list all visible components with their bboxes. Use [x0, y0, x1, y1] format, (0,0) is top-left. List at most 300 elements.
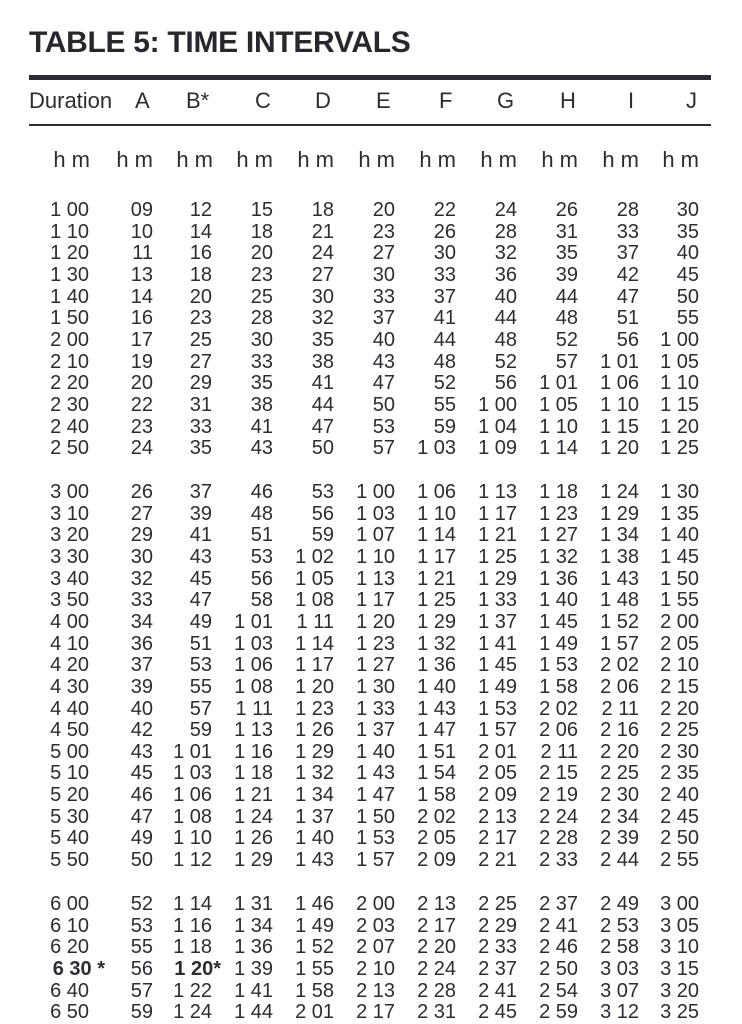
interval-cell: 1 15	[660, 393, 699, 416]
interval-cell: 57	[372, 437, 395, 460]
interval-cell: 3 07	[600, 979, 639, 1002]
interval-cell: 31	[189, 393, 212, 416]
interval-cell: 48	[433, 350, 456, 373]
interval-cell: 42	[130, 719, 153, 742]
interval-cell: 35	[311, 328, 334, 351]
interval-cell: 30	[250, 328, 273, 351]
interval-cell: 1 41	[478, 632, 517, 655]
duration-cell: 5 20	[50, 784, 89, 807]
interval-cell: 1 47	[417, 719, 456, 742]
interval-cell: 1 23	[356, 632, 395, 655]
interval-cell: 53	[311, 481, 334, 503]
interval-cell: 1 48	[600, 589, 639, 612]
interval-cell: 1 30	[660, 481, 699, 503]
interval-cell: 2 00	[660, 610, 699, 633]
interval-cell: 50	[676, 285, 699, 308]
interval-cell: 51	[189, 632, 212, 655]
interval-cell: 2 41	[539, 914, 578, 937]
unit-label: h m	[480, 147, 517, 172]
interval-cell: 2 30	[600, 784, 639, 807]
duration-cell: 2 30	[50, 393, 89, 416]
interval-cell: 2 13	[356, 979, 395, 1002]
duration-cell: 4 20	[50, 654, 89, 677]
interval-cell: 2 46	[539, 936, 578, 959]
interval-cell: 1 45	[478, 654, 517, 677]
interval-cell: 1 57	[478, 719, 517, 742]
interval-cell: 1 55	[660, 589, 699, 612]
interval-cell: 1 25	[660, 437, 699, 460]
interval-cell: 34	[130, 610, 153, 633]
interval-cell: 1 47	[356, 784, 395, 807]
interval-cell: 28	[616, 199, 639, 221]
interval-cell: 2 37	[478, 957, 517, 980]
interval-cell: 30	[372, 263, 395, 286]
interval-cell: 56	[616, 328, 639, 351]
interval-cell: 30	[130, 545, 153, 568]
duration-cell: 1 00	[50, 199, 89, 221]
interval-cell: 1 29	[600, 502, 639, 525]
interval-cell: 2 29	[478, 914, 517, 937]
interval-cell: 2 16	[600, 719, 639, 742]
duration-cell: 3 50	[50, 589, 89, 612]
interval-cell: 1 03	[173, 762, 212, 785]
interval-cell: 1 14	[173, 893, 212, 915]
page-title: TABLE 5: TIME INTERVALS	[29, 26, 411, 59]
interval-cell: 23	[189, 307, 212, 330]
unit-label: h m	[662, 147, 699, 172]
interval-cell: 1 53	[478, 697, 517, 720]
interval-cell: 1 29	[417, 610, 456, 633]
interval-cell: 52	[555, 328, 578, 351]
interval-cell: 25	[250, 285, 273, 308]
interval-cell: 45	[189, 567, 212, 590]
interval-cell: 1 36	[234, 936, 273, 959]
interval-cell: 2 13	[478, 805, 517, 828]
interval-cell: 1 39	[234, 957, 273, 980]
duration-cell: 5 50	[50, 849, 89, 872]
interval-cell: 1 17	[295, 654, 334, 677]
interval-cell: 23	[250, 263, 273, 286]
interval-cell: 1 14	[295, 632, 334, 655]
interval-cell: 1 00	[478, 393, 517, 416]
interval-cell: 3 05	[660, 914, 699, 937]
interval-cell: 53	[250, 545, 273, 568]
interval-cell: 20	[130, 372, 153, 395]
unit-label: h m	[116, 147, 153, 172]
interval-cell: 1 11	[235, 697, 273, 720]
interval-cell: 30	[433, 242, 456, 265]
duration-cell: 5 00	[50, 740, 89, 763]
interval-cell: 28	[494, 220, 517, 243]
interval-cell: 2 24	[539, 805, 578, 828]
interval-cell: 2 50	[660, 827, 699, 850]
interval-cell: 2 02	[417, 805, 456, 828]
interval-cell: 59	[433, 415, 456, 438]
duration-cell: 2 00	[50, 328, 89, 351]
interval-cell: 55	[433, 393, 456, 416]
interval-cell: 2 24	[417, 957, 456, 980]
interval-cell: 1 10	[660, 372, 699, 395]
column-header-j: J	[686, 88, 697, 113]
interval-cell: 14	[189, 220, 212, 243]
interval-cell: 37	[372, 307, 395, 330]
interval-cell: 41	[433, 307, 456, 330]
interval-cell: 2 20	[600, 740, 639, 763]
interval-cell: 1 24	[173, 1001, 212, 1024]
interval-cell: 2 50	[539, 957, 578, 980]
interval-cell: 1 14	[417, 524, 456, 547]
interval-cell: 50	[311, 437, 334, 460]
interval-cell: 30	[311, 285, 334, 308]
duration-cell: 6 50	[50, 1001, 89, 1024]
interval-cell: 1 16	[234, 740, 273, 763]
interval-cell: 1 16	[173, 914, 212, 937]
interval-cell: 17	[130, 328, 153, 351]
interval-cell: 1 17	[356, 589, 395, 612]
interval-cell: 2 19	[539, 784, 578, 807]
interval-cell: 26	[555, 199, 578, 221]
interval-cell: 51	[250, 524, 273, 547]
interval-cell: 47	[189, 589, 212, 612]
interval-cell: 2 21	[478, 849, 517, 872]
interval-cell: 57	[555, 350, 578, 373]
interval-cell: 1 31	[234, 893, 273, 915]
interval-cell: 2 25	[660, 719, 699, 742]
interval-cell: 30	[676, 199, 699, 221]
interval-cell: 3 20	[660, 979, 699, 1002]
interval-cell: 48	[555, 307, 578, 330]
interval-cell: 1 33	[356, 697, 395, 720]
interval-cell: 1 58	[417, 784, 456, 807]
interval-cell: 40	[372, 328, 395, 351]
duration-cell: 5 10	[50, 762, 89, 785]
column-header-c: C	[255, 88, 271, 113]
interval-cell: 43	[372, 350, 395, 373]
interval-cell: 1 01	[539, 372, 578, 395]
column-header-b: B*	[186, 88, 210, 113]
interval-cell: 1 53	[539, 654, 578, 677]
interval-cell: 1 21	[417, 567, 456, 590]
interval-cell: 2 17	[478, 827, 517, 850]
interval-cell: 1 24	[600, 481, 639, 503]
interval-cell: 1 37	[356, 719, 395, 742]
interval-cell: 1 01	[173, 740, 212, 763]
interval-cell: 1 18	[173, 936, 212, 959]
interval-cell: 2 20	[417, 936, 456, 959]
interval-cell: 38	[250, 393, 273, 416]
interval-cell: 1 34	[234, 914, 273, 937]
interval-cell: 2 28	[417, 979, 456, 1002]
duration-cell: 6 20	[50, 936, 89, 959]
duration-cell: 1 40	[50, 285, 89, 308]
interval-cell: 37	[130, 654, 153, 677]
unit-label: h m	[176, 147, 213, 172]
duration-cell: 2 40	[50, 415, 89, 438]
interval-cell: 1 25	[417, 589, 456, 612]
interval-cell: 2 02	[539, 697, 578, 720]
interval-cell: 3 15	[660, 957, 699, 980]
interval-cell: 37	[433, 285, 456, 308]
interval-cell: 2 33	[478, 936, 517, 959]
duration-cell: 6 40	[50, 979, 89, 1002]
interval-cell: 51	[616, 307, 639, 330]
interval-cell: 36	[494, 263, 517, 286]
interval-cell: 33	[130, 589, 153, 612]
interval-cell: 1 21	[478, 524, 517, 547]
interval-cell: 1 37	[478, 610, 517, 633]
interval-cell: 2 05	[478, 762, 517, 785]
interval-cell: 56	[250, 567, 273, 590]
interval-cell: 1 18	[234, 762, 273, 785]
interval-cell: 1 03	[417, 437, 456, 460]
interval-cell: 1 17	[478, 502, 517, 525]
interval-cell: 1 10	[173, 827, 212, 850]
duration-cell: 4 30	[50, 675, 89, 698]
interval-cell: 1 58	[539, 675, 578, 698]
interval-cell: 2 03	[356, 914, 395, 937]
interval-cell: 2 17	[356, 1001, 395, 1024]
interval-cell: 1 03	[234, 632, 273, 655]
interval-cell: 50	[372, 393, 395, 416]
interval-cell: 33	[616, 220, 639, 243]
interval-cell: 53	[189, 654, 212, 677]
interval-cell: 45	[130, 762, 153, 785]
interval-cell: 31	[555, 220, 578, 243]
interval-cell: 23	[130, 415, 153, 438]
interval-cell: 2 45	[660, 805, 699, 828]
interval-cell: 13	[130, 263, 153, 286]
interval-cell: 56	[494, 372, 517, 395]
interval-cell: 2 05	[660, 632, 699, 655]
interval-cell: 22	[433, 199, 456, 221]
interval-cell: 1 38	[600, 545, 639, 568]
unit-label: h m	[419, 147, 456, 172]
interval-cell: 1 13	[478, 481, 517, 503]
interval-cell: 2 53	[600, 914, 639, 937]
interval-cell: 40	[676, 242, 699, 265]
interval-cell: 1 05	[660, 350, 699, 373]
interval-cell: 1 15	[600, 415, 639, 438]
interval-cell: 2 40	[660, 784, 699, 807]
interval-cell: 43	[250, 437, 273, 460]
interval-cell: 1 40	[660, 524, 699, 547]
interval-cell: 2 13	[417, 893, 456, 915]
unit-label: h m	[53, 147, 90, 172]
interval-cell: 1 43	[356, 762, 395, 785]
interval-cell: 43	[189, 545, 212, 568]
interval-cell: 43	[130, 740, 153, 763]
interval-cell: 2 58	[600, 936, 639, 959]
interval-cell: 2 44	[600, 849, 639, 872]
duration-cell: 4 50	[50, 719, 89, 742]
interval-cell: 50	[130, 849, 153, 872]
header-bottom-rule	[29, 124, 711, 126]
interval-cell: 58	[250, 589, 273, 612]
interval-cell: 1 55	[295, 957, 334, 980]
interval-cell: 2 11	[601, 697, 639, 720]
interval-cell: 32	[311, 307, 334, 330]
interval-cell: 55	[130, 936, 153, 959]
interval-cell: 1 26	[295, 719, 334, 742]
interval-cell: 1 57	[356, 849, 395, 872]
interval-cell: 1 00	[356, 481, 395, 503]
interval-cell: 2 00	[356, 893, 395, 915]
interval-cell: 38	[311, 350, 334, 373]
duration-cell: 3 30	[50, 545, 89, 568]
duration-cell: 4 10	[50, 632, 89, 655]
interval-cell: 39	[189, 502, 212, 525]
interval-cell: 1 43	[295, 849, 334, 872]
interval-cell: 20	[372, 199, 395, 221]
interval-cell: 41	[189, 524, 212, 547]
interval-cell: 35	[189, 437, 212, 460]
interval-cell: 2 34	[600, 805, 639, 828]
interval-cell: 25	[189, 328, 212, 351]
interval-cell: 1 20	[600, 437, 639, 460]
interval-cell: 1 10	[600, 393, 639, 416]
interval-cell: 20	[250, 242, 273, 265]
interval-cell: 45	[676, 263, 699, 286]
interval-cell: 1 27	[356, 654, 395, 677]
interval-cell: 2 01	[478, 740, 517, 763]
interval-cell: 1 29	[234, 849, 273, 872]
interval-cell: 20	[189, 285, 212, 308]
interval-cell: 1 49	[295, 914, 334, 937]
interval-cell: 46	[250, 481, 273, 503]
duration-cell: 3 20	[50, 524, 89, 547]
interval-cell: 1 08	[234, 675, 273, 698]
interval-cell: 15	[250, 199, 273, 221]
interval-cell: 40	[494, 285, 517, 308]
interval-cell: 52	[494, 350, 517, 373]
interval-cell: 1 40	[295, 827, 334, 850]
interval-cell: 1 44	[234, 1001, 273, 1024]
interval-cell: 36	[130, 632, 153, 655]
interval-cell: 1 43	[600, 567, 639, 590]
duration-cell: 3 40	[50, 567, 89, 590]
interval-cell: 47	[372, 372, 395, 395]
interval-cell: 48	[250, 502, 273, 525]
interval-cell: 1 23	[295, 697, 334, 720]
interval-cell: 35	[676, 220, 699, 243]
interval-cell: 2 01	[295, 1001, 334, 1024]
interval-cell: 1 18	[539, 481, 578, 503]
interval-cell: 12	[189, 199, 212, 221]
unit-label: h m	[602, 147, 639, 172]
duration-cell: 5 40	[50, 827, 89, 850]
interval-cell: 41	[250, 415, 273, 438]
interval-cell: 47	[311, 415, 334, 438]
interval-cell: 27	[189, 350, 212, 373]
interval-cell: 18	[311, 199, 334, 221]
duration-cell: 6 10	[50, 914, 89, 937]
interval-cell: 37	[616, 242, 639, 265]
interval-cell: 22	[130, 393, 153, 416]
interval-cell: 59	[189, 719, 212, 742]
column-header-d: D	[315, 88, 331, 113]
interval-cell: 26	[433, 220, 456, 243]
interval-cell: 46	[130, 784, 153, 807]
duration-cell: 5 30	[50, 805, 89, 828]
interval-cell: 35	[555, 242, 578, 265]
interval-cell: 37	[189, 481, 212, 503]
interval-cell: 29	[189, 372, 212, 395]
interval-cell: 1 45	[660, 545, 699, 568]
interval-cell: 1 58	[295, 979, 334, 1002]
interval-cell: 52	[130, 893, 153, 915]
column-header-duration: Duration	[29, 88, 113, 113]
interval-cell: 11	[132, 242, 153, 265]
interval-cell: 49	[130, 827, 153, 850]
interval-cell: 16	[189, 242, 212, 265]
column-header-e: E	[376, 88, 391, 113]
interval-cell: 24	[130, 437, 153, 460]
interval-cell: 3 12	[600, 1001, 639, 1024]
interval-cell: 53	[372, 415, 395, 438]
interval-cell: 1 13	[234, 719, 273, 742]
duration-cell: 4 40	[50, 697, 89, 720]
interval-cell: 2 45	[478, 1001, 517, 1024]
interval-cell: 3 03	[600, 957, 639, 980]
interval-cell: 09	[130, 199, 153, 221]
column-header-i: I	[628, 88, 635, 113]
duration-cell: 1 10	[50, 220, 89, 243]
interval-cell: 1 40	[417, 675, 456, 698]
interval-cell: 1 20*	[174, 957, 221, 980]
interval-cell: 2 05	[417, 827, 456, 850]
interval-cell: 1 20	[295, 675, 334, 698]
duration-cell: 4 00	[50, 610, 89, 633]
interval-cell: 1 32	[417, 632, 456, 655]
interval-cell: 56	[130, 957, 153, 980]
interval-cell: 1 05	[295, 567, 334, 590]
interval-cell: 41	[311, 372, 334, 395]
interval-cell: 1 07	[356, 524, 395, 547]
interval-cell: 28	[250, 307, 273, 330]
duration-cell: 2 50	[50, 437, 89, 460]
interval-cell: 2 55	[660, 849, 699, 872]
interval-cell: 1 08	[295, 589, 334, 612]
interval-cell: 19	[130, 350, 153, 373]
interval-cell: 1 00	[660, 328, 699, 351]
interval-cell: 2 17	[417, 914, 456, 937]
interval-cell: 1 10	[417, 502, 456, 525]
interval-cell: 59	[311, 524, 334, 547]
interval-cell: 23	[372, 220, 395, 243]
interval-cell: 2 09	[417, 849, 456, 872]
interval-cell: 18	[250, 220, 273, 243]
interval-cell: 10	[130, 220, 153, 243]
interval-cell: 1 09	[478, 437, 517, 460]
interval-cell: 3 00	[660, 893, 699, 915]
interval-cell: 39	[130, 675, 153, 698]
interval-cell: 42	[616, 263, 639, 286]
interval-cell: 2 06	[600, 675, 639, 698]
interval-cell: 1 25	[478, 545, 517, 568]
interval-cell: 1 34	[600, 524, 639, 547]
interval-cell: 56	[311, 502, 334, 525]
interval-cell: 2 33	[539, 849, 578, 872]
interval-cell: 44	[494, 307, 517, 330]
interval-cell: 32	[494, 242, 517, 265]
duration-cell: 6 30 *	[52, 957, 105, 980]
interval-cell: 53	[130, 914, 153, 937]
interval-cell: 1 02	[295, 545, 334, 568]
interval-cell: 1 23	[539, 502, 578, 525]
interval-cell: 1 36	[417, 654, 456, 677]
interval-cell: 1 06	[173, 784, 212, 807]
interval-cell: 33	[433, 263, 456, 286]
